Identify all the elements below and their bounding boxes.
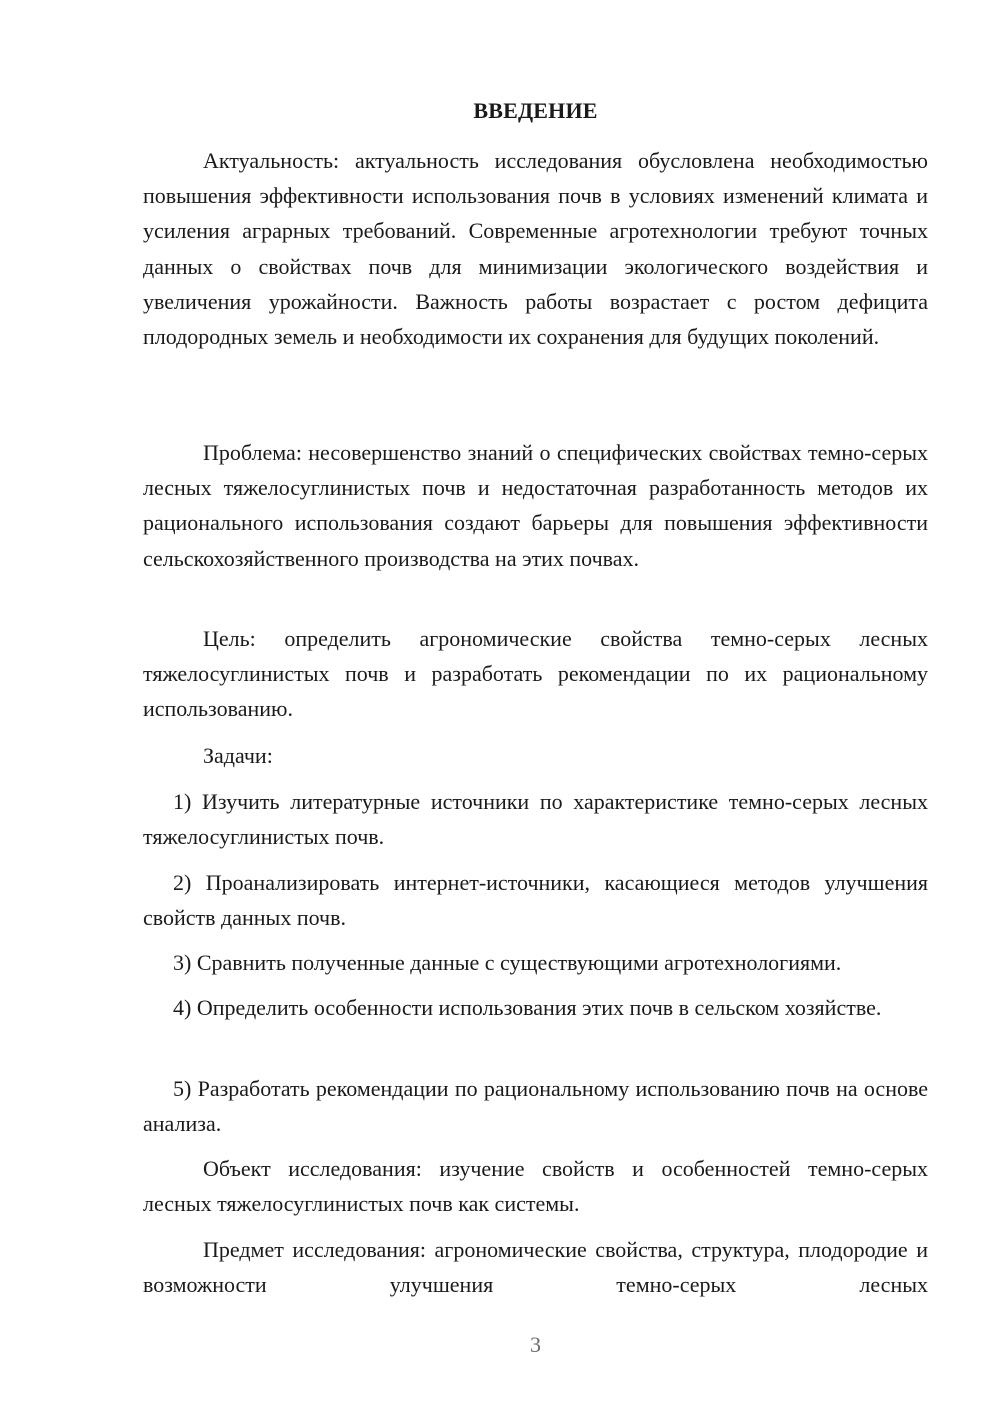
goal-paragraph: Цель: определить агрономические свойства темно-серых лесных тяжелосуглинистых почв и разработать рекомендации по их рациональному использованию. <box>143 626 928 722</box>
object-paragraph: Объект исследования: изучение свойств и особенностей темно-серых лесных тяжелосуглинистых почв как системы. <box>143 1156 928 1217</box>
task-item-1: 1) Изучить литературные источники по характеристике темно-серых лесных тяжелосуглинистых почв. <box>143 789 928 850</box>
task-item-2: 2) Проанализировать интернет-источники, касающиеся методов улучшения свойств данных почв. <box>143 870 928 931</box>
section-heading: ВВЕДЕНИЕ <box>473 98 598 123</box>
relevance-paragraph: Актуальность: актуальность исследования обусловлена необходимостью повышения эффективности использования почв в условиях изменений климата и усиления аграрных требований. Современные агротехнологии требуют точных данных о свойствах почв для минимизации экологического воздействия и увеличения урожайности. Важность работы возрастает с ростом дефицита плодородных земель и необходимости их сохранения для будущих поколений. <box>143 148 928 350</box>
task-item-5: 5) Разработать рекомендации по рациональному использованию почв на основе анализа. <box>143 1076 928 1137</box>
document-page <box>143 0 928 1414</box>
tasks-label: Задачи: <box>203 743 273 768</box>
page-number: 3 <box>530 1332 541 1357</box>
task-item-4: 4) Определить особенности использования этих почв в сельском хозяйстве. <box>173 995 882 1020</box>
problem-paragraph: Проблема: несовершенство знаний о специфических свойствах темно-серых лесных тяжелосуглинистых почв и недостаточная разработанность методов их рационального использования создают барьеры для повышения эффективности сельскохозяйственного производства на этих почвах. <box>143 440 928 571</box>
task-item-3: 3) Сравнить полученные данные с существующими агротехнологиями. <box>173 950 842 975</box>
subject-paragraph: Предмет исследования: агрономические свойства, структура, плодородие и возможности улучшения темно-серых лесных <box>143 1237 928 1298</box>
